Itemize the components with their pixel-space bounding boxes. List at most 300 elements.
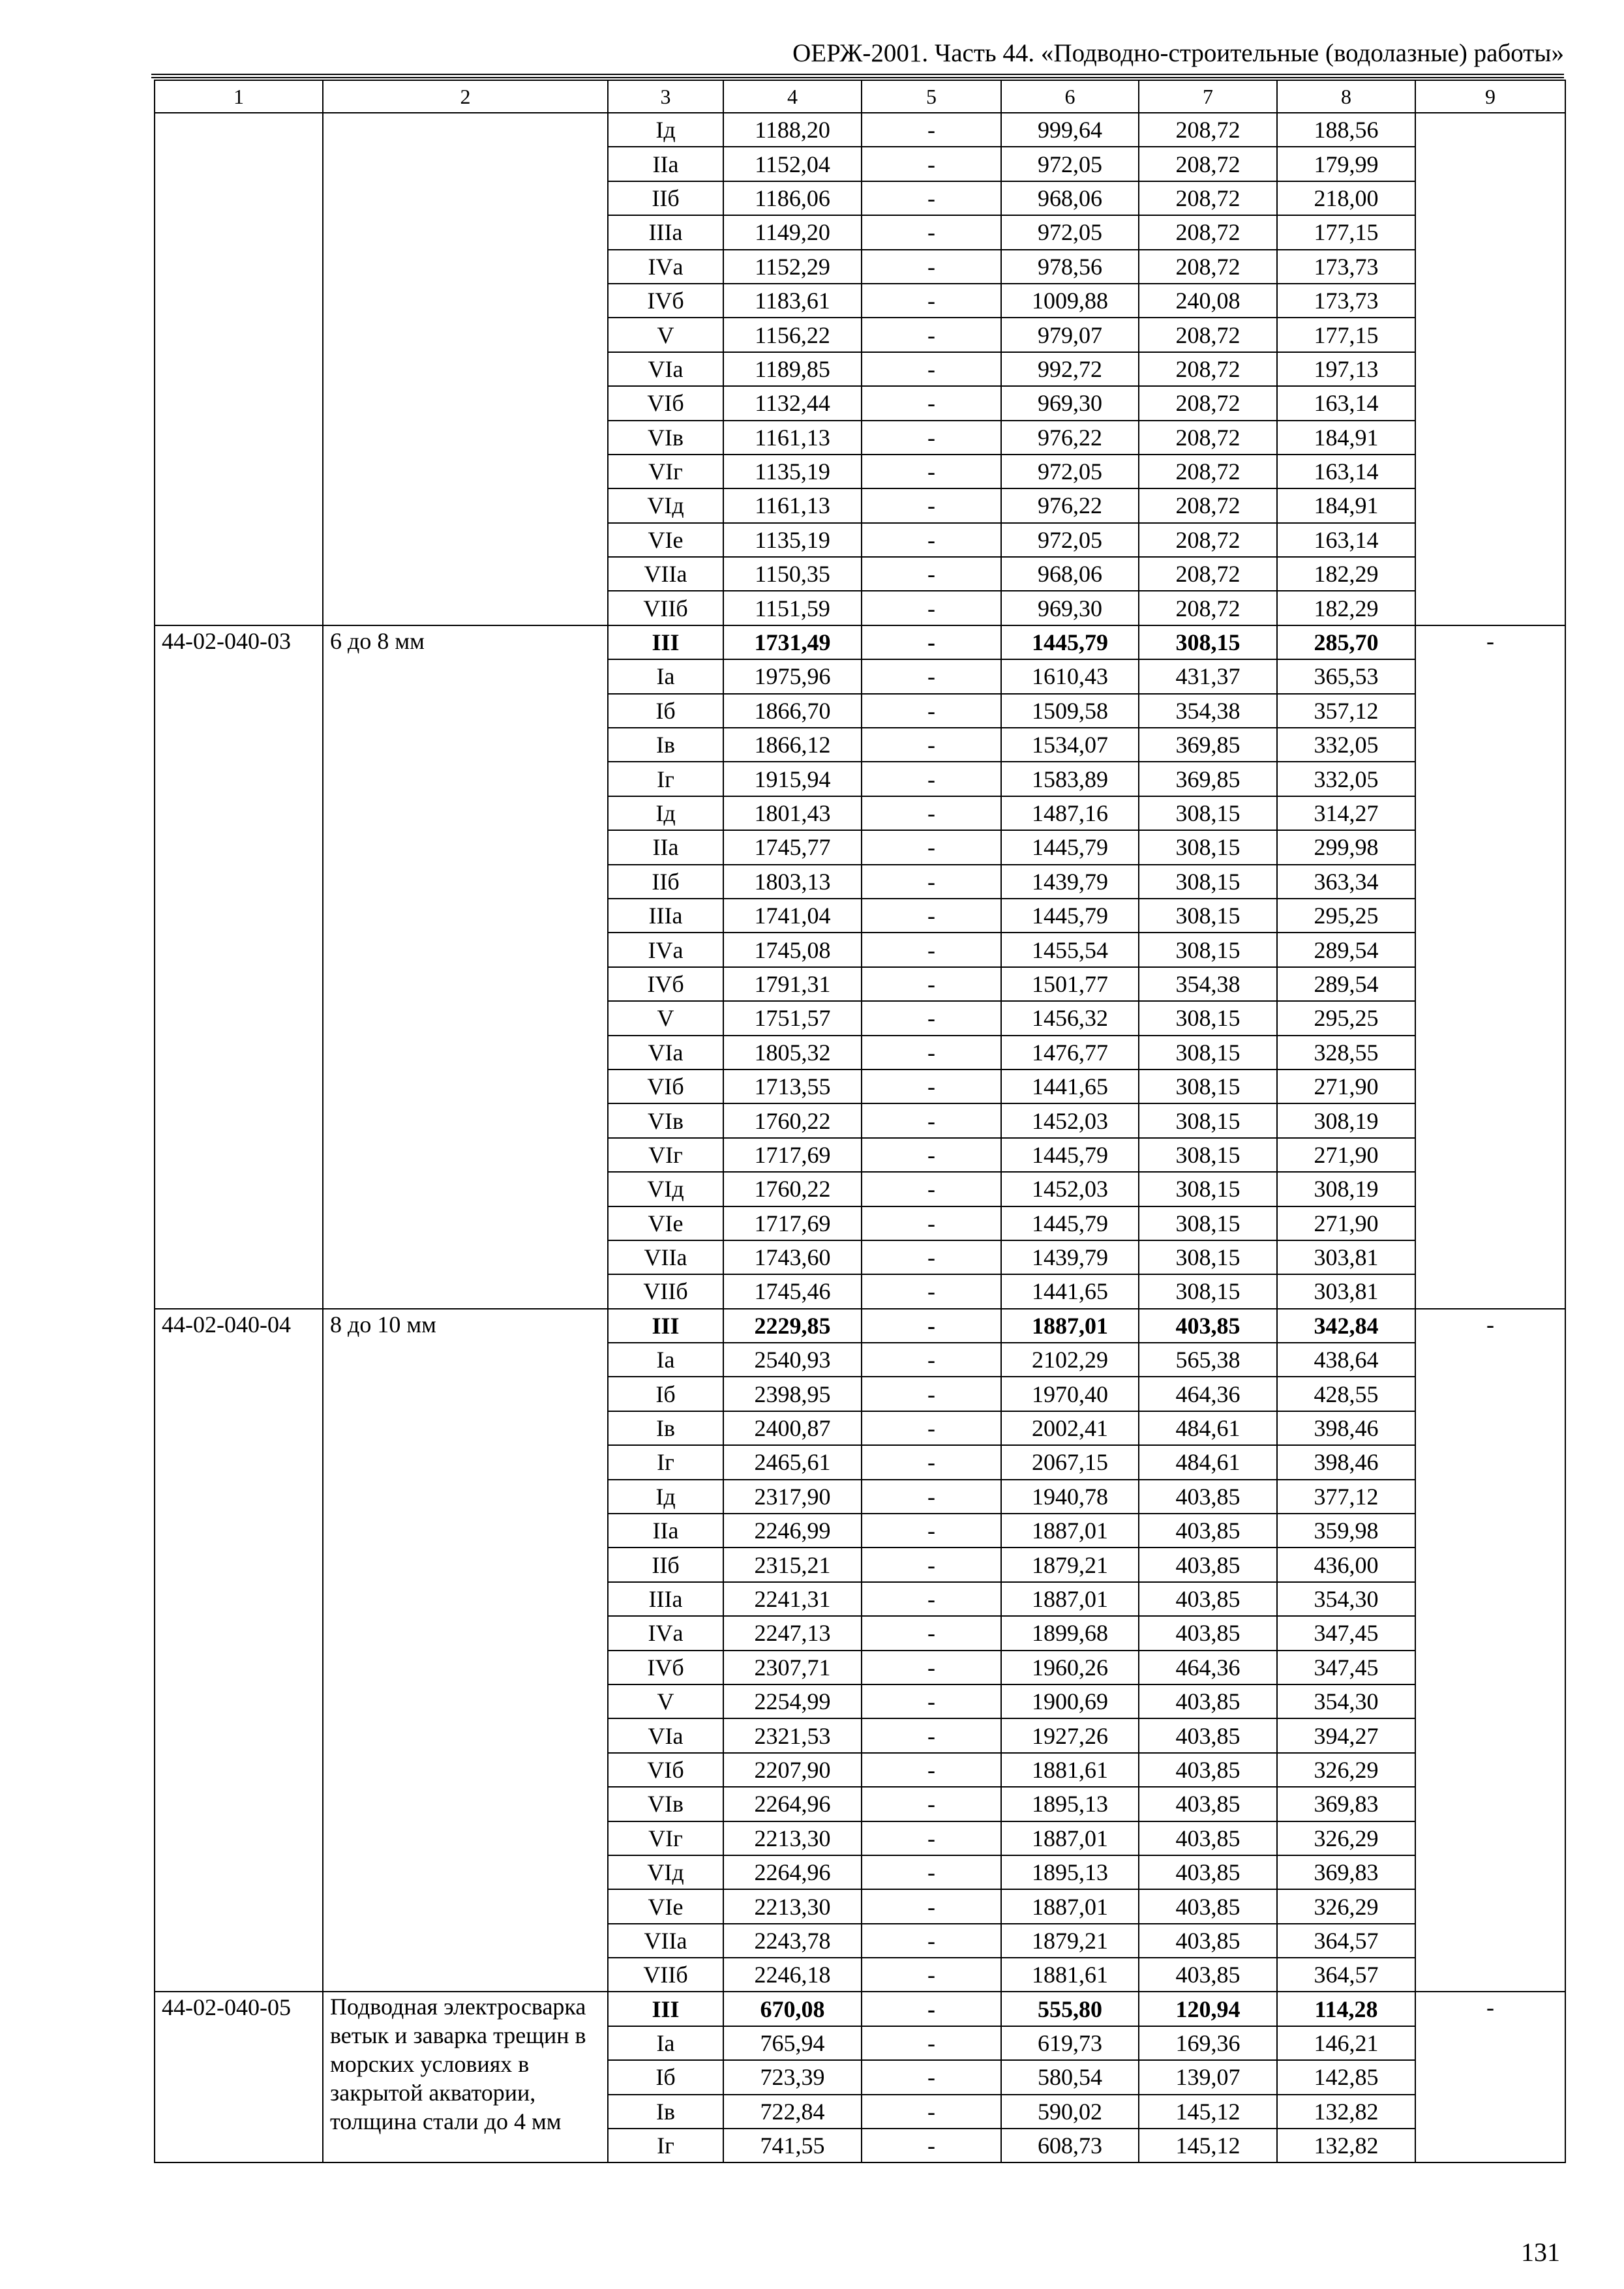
value-cell: 398,46 xyxy=(1277,1411,1415,1445)
value-cell: 619,73 xyxy=(1001,2026,1139,2060)
value-cell: 1887,01 xyxy=(1001,1582,1139,1616)
value-cell: - xyxy=(862,591,1001,625)
value-cell: 1745,08 xyxy=(723,933,862,966)
value-cell: 484,61 xyxy=(1139,1411,1277,1445)
zone-cell: IVа xyxy=(608,933,723,966)
zone-cell: IIIа xyxy=(608,1582,723,1616)
column-header: 3 xyxy=(608,80,723,113)
value-cell: - xyxy=(862,284,1001,318)
value-cell: 436,00 xyxy=(1277,1548,1415,1581)
value-cell: 403,85 xyxy=(1139,1753,1277,1787)
value-cell: 364,57 xyxy=(1277,1958,1415,1992)
value-cell: 308,15 xyxy=(1139,899,1277,933)
value-cell: - xyxy=(862,1651,1001,1684)
value-cell: 1150,35 xyxy=(723,557,862,591)
value-cell: 403,85 xyxy=(1139,1548,1277,1581)
value-cell: 342,84 xyxy=(1277,1309,1415,1343)
value-cell: 142,85 xyxy=(1277,2060,1415,2094)
value-cell: 403,85 xyxy=(1139,1480,1277,1514)
value-cell: 197,13 xyxy=(1277,352,1415,386)
value-cell: 2213,30 xyxy=(723,1821,862,1855)
value-cell: 1161,13 xyxy=(723,421,862,455)
value-cell: - xyxy=(862,625,1001,659)
value-cell: 145,12 xyxy=(1139,2129,1277,2162)
value-cell: 403,85 xyxy=(1139,1684,1277,1718)
value-cell: 403,85 xyxy=(1139,1855,1277,1889)
value-cell: 1132,44 xyxy=(723,386,862,420)
zone-cell: VIIа xyxy=(608,557,723,591)
value-cell: 968,06 xyxy=(1001,557,1139,591)
value-cell: 1455,54 xyxy=(1001,933,1139,966)
value-cell: 208,72 xyxy=(1139,591,1277,625)
value-cell: - xyxy=(862,318,1001,352)
value-cell: 2465,61 xyxy=(723,1445,862,1479)
value-cell: 285,70 xyxy=(1277,625,1415,659)
value-cell: 182,29 xyxy=(1277,591,1415,625)
value-cell: - xyxy=(862,1958,1001,1992)
column-header: 7 xyxy=(1139,80,1277,113)
value-cell: - xyxy=(862,1445,1001,1479)
value-cell: 169,36 xyxy=(1139,2026,1277,2060)
value-cell: 369,85 xyxy=(1139,728,1277,762)
value-cell: - xyxy=(862,1889,1001,1923)
value-cell: - xyxy=(862,1103,1001,1137)
value-cell: - xyxy=(862,1924,1001,1958)
value-cell: 1156,22 xyxy=(723,318,862,352)
value-cell: 289,54 xyxy=(1277,933,1415,966)
work-name-cell: 8 до 10 мм xyxy=(323,1309,608,1992)
value-cell: 271,90 xyxy=(1277,1138,1415,1172)
value-cell: 2264,96 xyxy=(723,1787,862,1821)
value-cell: 354,38 xyxy=(1139,967,1277,1001)
value-cell: 326,29 xyxy=(1277,1821,1415,1855)
value-cell: 326,29 xyxy=(1277,1753,1415,1787)
value-cell: 2207,90 xyxy=(723,1753,862,1787)
value-cell: 1445,79 xyxy=(1001,625,1139,659)
zone-cell: Iа xyxy=(608,659,723,693)
value-cell: 208,72 xyxy=(1139,147,1277,181)
value-cell: 1960,26 xyxy=(1001,1651,1139,1684)
value-cell: 1803,13 xyxy=(723,865,862,899)
value-cell: 326,29 xyxy=(1277,1889,1415,1923)
value-cell: 403,85 xyxy=(1139,1514,1277,1548)
value-cell: - xyxy=(862,147,1001,181)
value-cell: 723,39 xyxy=(723,2060,862,2094)
value-cell: 1151,59 xyxy=(723,591,862,625)
work-name-cell xyxy=(323,113,608,625)
value-cell: 364,57 xyxy=(1277,1924,1415,1958)
table-row xyxy=(155,113,1565,147)
value-cell: 308,15 xyxy=(1139,1240,1277,1274)
value-cell: 1899,68 xyxy=(1001,1616,1139,1650)
value-cell: 208,72 xyxy=(1139,488,1277,522)
value-cell: 271,90 xyxy=(1277,1206,1415,1240)
value-cell: 2540,93 xyxy=(723,1343,862,1377)
value-cell: - xyxy=(862,1855,1001,1889)
column-9-cell xyxy=(1415,113,1565,625)
value-cell: 308,15 xyxy=(1139,1138,1277,1172)
value-cell: 2315,21 xyxy=(723,1548,862,1581)
value-cell: 2246,99 xyxy=(723,1514,862,1548)
value-cell: 1940,78 xyxy=(1001,1480,1139,1514)
value-cell: 1152,29 xyxy=(723,250,862,284)
zone-cell: IVб xyxy=(608,284,723,318)
value-cell: 2317,90 xyxy=(723,1480,862,1514)
value-cell: 2247,13 xyxy=(723,1616,862,1650)
zone-cell: VIIб xyxy=(608,1958,723,1992)
value-cell: 1501,77 xyxy=(1001,967,1139,1001)
value-cell: 308,15 xyxy=(1139,1001,1277,1035)
value-cell: 1009,88 xyxy=(1001,284,1139,318)
value-cell: - xyxy=(862,421,1001,455)
value-cell: - xyxy=(862,1514,1001,1548)
value-cell: 377,12 xyxy=(1277,1480,1415,1514)
value-cell: 1866,70 xyxy=(723,694,862,728)
value-cell: 1915,94 xyxy=(723,762,862,796)
zone-cell: IIб xyxy=(608,865,723,899)
value-cell: 354,30 xyxy=(1277,1582,1415,1616)
value-cell: 2229,85 xyxy=(723,1309,862,1343)
value-cell: 1745,46 xyxy=(723,1274,862,1308)
value-cell: 1439,79 xyxy=(1001,865,1139,899)
rate-code-cell: 44-02-040-04 xyxy=(155,1309,323,1992)
value-cell: - xyxy=(862,1309,1001,1343)
value-cell: 177,15 xyxy=(1277,318,1415,352)
zone-cell: Iв xyxy=(608,1411,723,1445)
rate-code-cell xyxy=(155,113,323,625)
value-cell: - xyxy=(862,352,1001,386)
value-cell: 2400,87 xyxy=(723,1411,862,1445)
value-cell: 308,15 xyxy=(1139,796,1277,830)
page-number: 131 xyxy=(1521,2237,1560,2267)
value-cell: 308,15 xyxy=(1139,1103,1277,1137)
value-cell: 403,85 xyxy=(1139,1787,1277,1821)
value-cell: 173,73 xyxy=(1277,250,1415,284)
table-body xyxy=(155,113,1565,2162)
zone-cell: V xyxy=(608,318,723,352)
zone-cell: IIа xyxy=(608,147,723,181)
value-cell: - xyxy=(862,1582,1001,1616)
value-cell: 1445,79 xyxy=(1001,1206,1139,1240)
value-cell: 208,72 xyxy=(1139,557,1277,591)
value-cell: 1487,16 xyxy=(1001,796,1139,830)
value-cell: 1731,49 xyxy=(723,625,862,659)
zone-cell: VIе xyxy=(608,1889,723,1923)
value-cell: - xyxy=(862,728,1001,762)
zone-cell: Iа xyxy=(608,1343,723,1377)
value-cell: 308,15 xyxy=(1139,830,1277,864)
value-cell: 1135,19 xyxy=(723,523,862,557)
zone-cell: VIIа xyxy=(608,1240,723,1274)
value-cell: 1717,69 xyxy=(723,1138,862,1172)
header-rule xyxy=(151,74,1564,75)
value-cell: - xyxy=(862,557,1001,591)
value-cell: 208,72 xyxy=(1139,386,1277,420)
value-cell: 1881,61 xyxy=(1001,1958,1139,1992)
value-cell: 332,05 xyxy=(1277,728,1415,762)
value-cell: 308,15 xyxy=(1139,1206,1277,1240)
value-cell: 184,91 xyxy=(1277,488,1415,522)
value-cell: - xyxy=(862,1138,1001,1172)
value-cell: 403,85 xyxy=(1139,1821,1277,1855)
value-cell: - xyxy=(862,1343,1001,1377)
value-cell: 1439,79 xyxy=(1001,1240,1139,1274)
value-cell: 1445,79 xyxy=(1001,830,1139,864)
zone-cell: VIд xyxy=(608,1855,723,1889)
value-cell: 308,15 xyxy=(1139,933,1277,966)
zone-cell: Iг xyxy=(608,762,723,796)
zone-cell: VIг xyxy=(608,455,723,488)
value-cell: - xyxy=(862,1377,1001,1411)
value-cell: 139,07 xyxy=(1139,2060,1277,2094)
zone-cell: IIIа xyxy=(608,215,723,249)
value-cell: 332,05 xyxy=(1277,762,1415,796)
value-cell: 295,25 xyxy=(1277,1001,1415,1035)
value-cell: 163,14 xyxy=(1277,523,1415,557)
value-cell: 208,72 xyxy=(1139,181,1277,215)
value-cell: 1135,19 xyxy=(723,455,862,488)
column-number-row xyxy=(155,80,1565,113)
value-cell: 969,30 xyxy=(1001,591,1139,625)
value-cell: 580,54 xyxy=(1001,2060,1139,2094)
column-header: 1 xyxy=(155,80,323,113)
value-cell: 2002,41 xyxy=(1001,1411,1139,1445)
value-cell: 363,34 xyxy=(1277,865,1415,899)
zone-cell: VIа xyxy=(608,352,723,386)
value-cell: 1161,13 xyxy=(723,488,862,522)
value-cell: 1805,32 xyxy=(723,1036,862,1070)
zone-cell: VIд xyxy=(608,488,723,522)
value-cell: - xyxy=(862,1992,1001,2026)
value-cell: - xyxy=(862,181,1001,215)
zone-cell: IIIа xyxy=(608,899,723,933)
column-header: 5 xyxy=(862,80,1001,113)
zone-cell: Iд xyxy=(608,1480,723,1514)
value-cell: 1879,21 xyxy=(1001,1924,1139,1958)
value-cell: 365,53 xyxy=(1277,659,1415,693)
value-cell: 308,15 xyxy=(1139,1274,1277,1308)
value-cell: 328,55 xyxy=(1277,1036,1415,1070)
zone-cell: IIа xyxy=(608,830,723,864)
value-cell: 1188,20 xyxy=(723,113,862,147)
value-cell: - xyxy=(862,1787,1001,1821)
value-cell: - xyxy=(862,762,1001,796)
value-cell: 976,22 xyxy=(1001,421,1139,455)
value-cell: 1189,85 xyxy=(723,352,862,386)
zone-cell: III xyxy=(608,1309,723,1343)
zone-cell: VIIб xyxy=(608,1274,723,1308)
zone-cell: VIе xyxy=(608,1206,723,1240)
zone-cell: IIб xyxy=(608,181,723,215)
value-cell: 308,15 xyxy=(1139,625,1277,659)
zone-cell: Iа xyxy=(608,2026,723,2060)
value-cell: - xyxy=(862,1718,1001,1752)
value-cell: 271,90 xyxy=(1277,1070,1415,1103)
value-cell: 208,72 xyxy=(1139,113,1277,147)
zone-cell: Iв xyxy=(608,728,723,762)
value-cell: 1441,65 xyxy=(1001,1274,1139,1308)
table-row xyxy=(155,625,1565,659)
value-cell: - xyxy=(862,215,1001,249)
work-name-cell: 6 до 8 мм xyxy=(323,625,608,1309)
value-cell: 132,82 xyxy=(1277,2129,1415,2162)
value-cell: - xyxy=(862,694,1001,728)
value-cell: 2254,99 xyxy=(723,1684,862,1718)
zone-cell: Iб xyxy=(608,2060,723,2094)
value-cell: 132,82 xyxy=(1277,2095,1415,2129)
value-cell: 431,37 xyxy=(1139,659,1277,693)
value-cell: 2307,71 xyxy=(723,1651,862,1684)
value-cell: 208,72 xyxy=(1139,421,1277,455)
column-header: 8 xyxy=(1277,80,1415,113)
value-cell: 208,72 xyxy=(1139,318,1277,352)
value-cell: - xyxy=(862,1206,1001,1240)
value-cell: - xyxy=(862,1036,1001,1070)
zone-cell: VIв xyxy=(608,421,723,455)
table-row xyxy=(155,1992,1565,2026)
value-cell: - xyxy=(862,1411,1001,1445)
value-cell: 969,30 xyxy=(1001,386,1139,420)
value-cell: 1866,12 xyxy=(723,728,862,762)
value-cell: 2243,78 xyxy=(723,1924,862,1958)
value-cell: 1441,65 xyxy=(1001,1070,1139,1103)
value-cell: 403,85 xyxy=(1139,1582,1277,1616)
value-cell: - xyxy=(862,830,1001,864)
value-cell: - xyxy=(862,1616,1001,1650)
value-cell: - xyxy=(862,933,1001,966)
zone-cell: III xyxy=(608,1992,723,2026)
value-cell: 464,36 xyxy=(1139,1651,1277,1684)
column-9-cell: - xyxy=(1415,625,1565,1309)
value-cell: 403,85 xyxy=(1139,1718,1277,1752)
zone-cell: IVа xyxy=(608,250,723,284)
value-cell: - xyxy=(862,455,1001,488)
value-cell: 976,22 xyxy=(1001,488,1139,522)
zone-cell: Iб xyxy=(608,1377,723,1411)
value-cell: 369,83 xyxy=(1277,1855,1415,1889)
value-cell: 741,55 xyxy=(723,2129,862,2162)
value-cell: - xyxy=(862,1480,1001,1514)
value-cell: 403,85 xyxy=(1139,1309,1277,1343)
value-cell: - xyxy=(862,899,1001,933)
value-cell: 179,99 xyxy=(1277,147,1415,181)
value-cell: 1509,58 xyxy=(1001,694,1139,728)
value-cell: 1970,40 xyxy=(1001,1377,1139,1411)
zone-cell: VIв xyxy=(608,1103,723,1137)
value-cell: - xyxy=(862,1240,1001,1274)
value-cell: - xyxy=(862,1001,1001,1035)
zone-cell: VIг xyxy=(608,1821,723,1855)
value-cell: - xyxy=(862,250,1001,284)
column-header: 9 xyxy=(1415,80,1565,113)
rates-table xyxy=(154,80,1566,2163)
value-cell: 188,56 xyxy=(1277,113,1415,147)
value-cell: 146,21 xyxy=(1277,2026,1415,2060)
value-cell: 1760,22 xyxy=(723,1172,862,1206)
value-cell: 1152,04 xyxy=(723,147,862,181)
value-cell: 565,38 xyxy=(1139,1343,1277,1377)
value-cell: - xyxy=(862,1172,1001,1206)
rate-code-cell: 44-02-040-03 xyxy=(155,625,323,1309)
value-cell: 1452,03 xyxy=(1001,1103,1139,1137)
value-cell: 1927,26 xyxy=(1001,1718,1139,1752)
zone-cell: VIIа xyxy=(608,1924,723,1958)
value-cell: - xyxy=(862,1548,1001,1581)
work-name-cell: Подводная электросварка ветык и заварка трещин в морских условиях в закрытой акватории, толщина стали до 4 мм xyxy=(323,1992,608,2162)
zone-cell: VIа xyxy=(608,1036,723,1070)
value-cell: 1745,77 xyxy=(723,830,862,864)
value-cell: 182,29 xyxy=(1277,557,1415,591)
value-cell: 120,94 xyxy=(1139,1992,1277,2026)
zone-cell: Iд xyxy=(608,796,723,830)
value-cell: 403,85 xyxy=(1139,1924,1277,1958)
value-cell: 1534,07 xyxy=(1001,728,1139,762)
value-cell: 1149,20 xyxy=(723,215,862,249)
value-cell: 968,06 xyxy=(1001,181,1139,215)
value-cell: 398,46 xyxy=(1277,1445,1415,1479)
column-9-cell: - xyxy=(1415,1992,1565,2162)
value-cell: - xyxy=(862,1821,1001,1855)
value-cell: 1791,31 xyxy=(723,967,862,1001)
value-cell: - xyxy=(862,967,1001,1001)
value-cell: 2213,30 xyxy=(723,1889,862,1923)
value-cell: 177,15 xyxy=(1277,215,1415,249)
value-cell: 208,72 xyxy=(1139,523,1277,557)
running-header: ОЕРЖ-2001. Часть 44. «Подводно-строительные (водолазные) работы» xyxy=(792,39,1564,67)
value-cell: 308,19 xyxy=(1277,1172,1415,1206)
value-cell: - xyxy=(862,865,1001,899)
value-cell: - xyxy=(862,523,1001,557)
value-cell: 314,27 xyxy=(1277,796,1415,830)
value-cell: 1717,69 xyxy=(723,1206,862,1240)
value-cell: 670,08 xyxy=(723,1992,862,2026)
zone-cell: IVа xyxy=(608,1616,723,1650)
value-cell: 999,64 xyxy=(1001,113,1139,147)
value-cell: - xyxy=(862,113,1001,147)
value-cell: 590,02 xyxy=(1001,2095,1139,2129)
value-cell: 2321,53 xyxy=(723,1718,862,1752)
zone-cell: VIб xyxy=(608,1753,723,1787)
table-row xyxy=(155,1309,1565,1343)
value-cell: 979,07 xyxy=(1001,318,1139,352)
value-cell: 359,98 xyxy=(1277,1514,1415,1548)
value-cell: 2398,95 xyxy=(723,1377,862,1411)
value-cell: 1751,57 xyxy=(723,1001,862,1035)
zone-cell: VIв xyxy=(608,1787,723,1821)
value-cell: 608,73 xyxy=(1001,2129,1139,2162)
value-cell: 208,72 xyxy=(1139,250,1277,284)
value-cell: 1452,03 xyxy=(1001,1172,1139,1206)
value-cell: 1186,06 xyxy=(723,181,862,215)
value-cell: 1887,01 xyxy=(1001,1514,1139,1548)
value-cell: 1879,21 xyxy=(1001,1548,1139,1581)
value-cell: 2067,15 xyxy=(1001,1445,1139,1479)
value-cell: 303,81 xyxy=(1277,1240,1415,1274)
value-cell: 972,05 xyxy=(1001,147,1139,181)
zone-cell: Iб xyxy=(608,694,723,728)
value-cell: 208,72 xyxy=(1139,215,1277,249)
zone-cell: Iд xyxy=(608,113,723,147)
value-cell: 428,55 xyxy=(1277,1377,1415,1411)
value-cell: 1445,79 xyxy=(1001,1138,1139,1172)
zone-cell: IVб xyxy=(608,967,723,1001)
value-cell: 2246,18 xyxy=(723,1958,862,1992)
value-cell: 173,73 xyxy=(1277,284,1415,318)
value-cell: - xyxy=(862,488,1001,522)
header-rule-second xyxy=(151,77,1564,78)
value-cell: 208,72 xyxy=(1139,455,1277,488)
value-cell: 972,05 xyxy=(1001,215,1139,249)
